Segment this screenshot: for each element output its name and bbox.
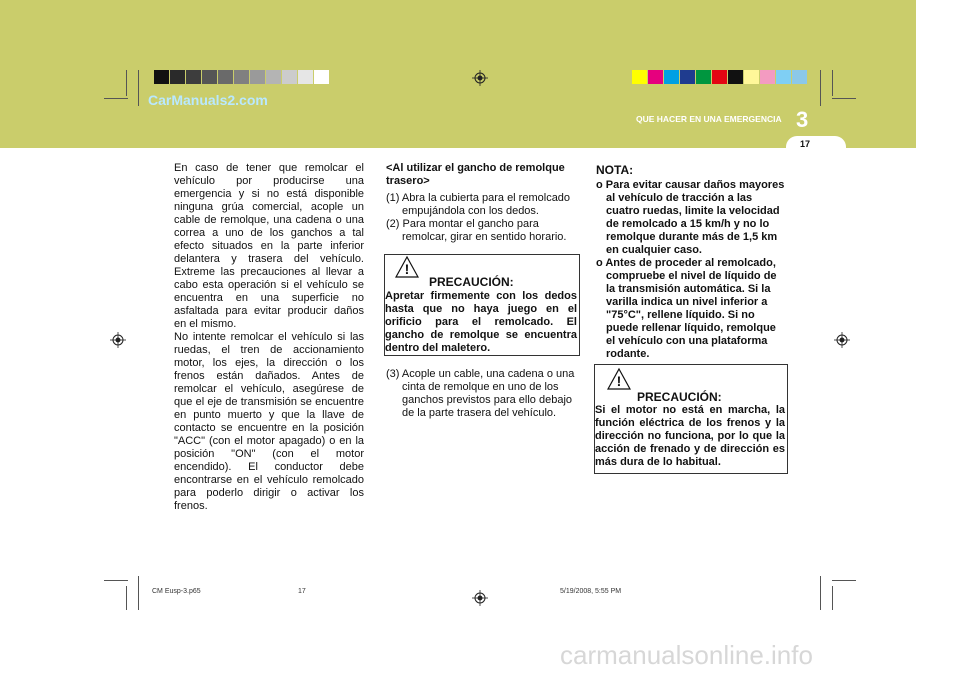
step-3: (3) Acople un cable, una cadena o una cinta de remolque en uno de los ganchos previstos para ello debajo de la parte trasera del vehículo. (386, 368, 575, 419)
step-1: (1) Abra la cubierta para el remolcado empujándola con los dedos. (386, 192, 571, 217)
caution-title: PRECAUCIÓN: (429, 275, 514, 289)
column-left (174, 162, 364, 513)
registration-mark-icon (110, 332, 126, 348)
column-right (596, 164, 786, 361)
color-swatch (266, 70, 281, 84)
color-swatch (154, 70, 169, 84)
footer-date: 5/19/2008, 5:55 PM (560, 588, 622, 595)
color-swatch (234, 70, 249, 84)
page-number-tab (786, 136, 846, 158)
color-swatch (792, 70, 807, 84)
caution-box-hook (384, 254, 580, 356)
color-swatch (170, 70, 185, 84)
color-swatch (680, 70, 695, 84)
caution-text: Si el motor no está en marcha, la función eléctrica de los frenos y la dirección no funciona, por lo que la acción de frenado y de dirección es más dura de lo habitual. (595, 404, 785, 468)
footer-filename: CM Eusp-3.p65 (152, 588, 201, 595)
paragraph-towing-warning: No intente remolcar el vehículo si las ruedas, el tren de accionamiento motor, los ejes, la dirección o los frenos están dañados. Antes de remolcar el vehículo, asegúrese de que el eje de transmisión se encuentre en punto muerto y que la llave de contacto se encuentre en la posición "ACC" (con el motor apagado) o en la posición "ON" (con el motor encendido). El conductor debe encontrarse en el vehículo remolcado para poderlo dirigir o activar los frenos. (174, 331, 364, 512)
svg-text:!: ! (616, 373, 622, 389)
color-swatch (648, 70, 663, 84)
footer-page: 17 (298, 588, 306, 595)
nota-item: o Para evitar causar daños mayores al vehículo de tracción a las cuatro ruedas, limite la velocidad de remolcado a 15 km/h y no lo remolque durante más de 1,5 km en cualquier caso. (596, 179, 785, 256)
color-swatch (298, 70, 313, 84)
rear-hook-heading: <Al utilizar el gancho de remolque trasero> (386, 162, 565, 187)
caution-box-brakes (594, 364, 788, 474)
chapter-number: 3 (796, 107, 809, 132)
color-swatch (250, 70, 265, 84)
color-swatch (760, 70, 775, 84)
color-swatch (712, 70, 727, 84)
color-swatch (664, 70, 679, 84)
column-middle (386, 162, 578, 244)
color-swatch (632, 70, 647, 84)
page-number: 17 (800, 139, 811, 149)
nota-item: o Antes de proceder al remolcado, compruebe el nivel de líquido de la transmisión automática. Si la varilla indica un nivel inferior a "75°C", rellene líquido. Si no puede rellenar líquido, remolque el vehículo con una plataforma rodante. (596, 257, 777, 360)
color-swatch (744, 70, 759, 84)
svg-text:!: ! (404, 261, 410, 277)
nota-title: NOTA: (596, 163, 634, 177)
registration-mark-icon (472, 70, 488, 86)
color-swatch (314, 70, 329, 84)
paragraph-towing-intro: En caso de tener que remolcar el vehículo por producirse una emergencia y si no está disponible ninguna grúa comercial, acople un cable de remolque, una cadena o una correa a uno de los ganchos a tal efecto situados en la parte inferior delantera y trasera del vehículo. Extreme las precauciones al llevar a cabo esta operación si el vehículo se encuentra en una superficie no asfaltada para evitar producir daños en el mismo. (174, 162, 364, 330)
site-watermark[interactable]: carmanualsonline.info (560, 640, 813, 670)
color-swatch (776, 70, 791, 84)
color-swatch (282, 70, 297, 84)
caution-title: PRECAUCIÓN: (637, 390, 722, 404)
color-swatch (218, 70, 233, 84)
section-title: QUE HACER EN UNA EMERGENCIA (636, 114, 782, 124)
color-swatch (202, 70, 217, 84)
color-swatch (696, 70, 711, 84)
column-middle-step3 (386, 368, 578, 420)
caution-text: Apretar firmemente con los dedos hasta que no haya juego en el orificio para el remolcado. El gancho de remolque se encuentra dentro del maletero. (385, 290, 577, 354)
watermark-link[interactable]: CarManuals2.com (148, 92, 268, 108)
warning-triangle-icon (607, 367, 631, 391)
warning-triangle-icon (395, 255, 419, 279)
step-2: (2) Para montar el gancho para remolcar, girar en sentido horario. (386, 218, 567, 243)
registration-mark-icon (472, 590, 488, 606)
color-swatch (728, 70, 743, 84)
registration-mark-icon (834, 332, 850, 348)
color-swatch (186, 70, 201, 84)
